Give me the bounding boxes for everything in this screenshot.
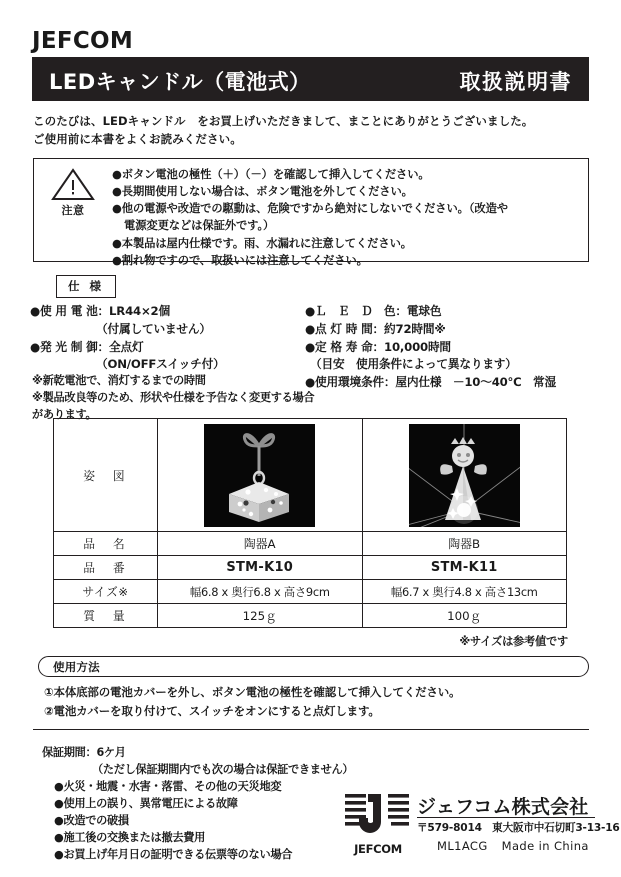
warranty-exclusion: ●火災・地震・水害・落雷、その他の天災地変 <box>54 780 282 794</box>
section-divider <box>33 729 589 730</box>
spec-footnote: ※新乾電池で、消灯するまでの時間 <box>32 374 206 387</box>
caution-item: ●本製品は屋内仕様です。雨、水漏れに注意してください。 <box>112 236 412 250</box>
cell-name-a: 陶器A <box>158 532 363 556</box>
usage-step: ①本体底部の電池カバーを外し、ボタン電池の極性を確認して挿入してください。 <box>44 685 461 699</box>
product-spec-table <box>53 418 567 628</box>
row-label-size: サイズ※ <box>54 580 158 604</box>
lantern-candle-photo <box>204 424 315 527</box>
caution-item: ●割れ物ですので、取扱いには注意してください。 <box>112 253 368 267</box>
warranty-exclusion: ●改造での破損 <box>54 814 129 828</box>
table-row <box>54 419 567 532</box>
row-label-weight: 質 量 <box>54 604 158 628</box>
row-label-model: 品 番 <box>54 556 158 580</box>
cell-weight-a: 125ｇ <box>158 604 363 628</box>
row-label-appearance: 姿 図 <box>54 419 158 532</box>
caution-item: ●ボタン電池の極性（＋）（－）を確認して挿入してください。 <box>112 168 430 181</box>
usage-step-list <box>44 683 594 720</box>
warranty-block <box>42 744 362 863</box>
company-name-underline <box>417 817 595 818</box>
warranty-exclusion: ●施工後の交換または撤去費用 <box>54 831 206 845</box>
spec-item-note: （ON/OFFスイッチ付） <box>96 357 225 372</box>
intro-line-1: このたびは、LEDキャンドル をお買上げいただきまして、まことにありがとうございました。 <box>33 114 534 128</box>
origin-label: Made in China <box>501 839 589 853</box>
caution-item-continued: 電源変更などは保証外です。） <box>124 219 275 233</box>
spec-section-tag: 仕 様 <box>56 275 116 298</box>
intro-line-2: ご使用前に本書をよくお読みください。 <box>33 131 242 146</box>
table-row <box>54 532 567 556</box>
spec-item: ●Ｌ Ｅ Ｄ 色：電球色 <box>305 304 442 318</box>
brand-name: JEFCOM <box>32 28 134 54</box>
caution-item: ●他の電源や改造での駆動は、危険ですから絶対にしないでください。（改造や <box>112 202 509 216</box>
caution-label: 注意 <box>61 204 85 217</box>
document-type: 取扱説明書 <box>459 70 572 94</box>
warranty-exclusion: ●使用上の誤り、異常電圧による故障 <box>54 797 238 811</box>
company-address: 〒579-8014 東大阪市中石切町3-13-16 <box>417 822 620 834</box>
usage-heading-pill <box>38 656 589 677</box>
table-row <box>54 604 567 628</box>
row-label-name: 品 名 <box>54 532 158 556</box>
intro-paragraph <box>33 113 593 149</box>
company-name: ジェフコム株式会社 <box>417 796 589 818</box>
cell-model-b: STM-K11 <box>362 556 567 580</box>
spec-item: ●使 用 電 池：LR44×2個 <box>30 304 170 318</box>
angel-candle-illustration <box>409 424 520 527</box>
caution-item-list <box>112 166 582 269</box>
warranty-period: 保証期間：6ケ月 <box>42 746 126 759</box>
caution-icon-group <box>42 167 104 218</box>
product-photo-cell-b <box>362 419 567 532</box>
cell-model-a: STM-K10 <box>158 556 363 580</box>
title-bar <box>32 57 589 101</box>
caution-item: ●長期間使用しない場合は、ボタン電池を外してください。 <box>112 185 413 199</box>
spec-item: ●使用環境条件：屋内仕様 －10〜40℃ 常湿 <box>305 375 556 390</box>
usage-heading-label: 使用方法 <box>53 660 100 674</box>
spec-item: ●定 格 寿 命：10,000時間 <box>305 339 451 354</box>
table-row <box>54 556 567 580</box>
size-reference-note: ※サイズは参考値です <box>459 635 568 648</box>
warranty-exclusion: ●お買上げ年月日の証明できる伝票等のない場合 <box>54 848 293 862</box>
warning-triangle-icon <box>51 167 95 201</box>
product-title: LEDキャンドル（電池式） <box>49 70 311 94</box>
angel-candle-photo <box>409 424 520 527</box>
spec-item: ●発 光 制 御：全点灯 <box>30 339 144 354</box>
logo-wordmark: JEFCOM <box>354 842 402 856</box>
table-row <box>54 580 567 604</box>
warranty-condition: （ただし保証期間内でも次の場合は保証できません） <box>92 763 354 777</box>
document-code-line <box>437 839 589 853</box>
spec-footnote: ※製品改良等のため、形状や仕様を予告なく変更する場合があります。 <box>32 390 315 421</box>
cell-weight-b: 100ｇ <box>362 604 567 628</box>
company-footer <box>345 792 620 864</box>
document-code: ML1ACG <box>437 839 488 853</box>
spec-item-note: （付属していません） <box>96 321 211 336</box>
cell-name-b: 陶器B <box>362 532 567 556</box>
usage-step: ②電池カバーを取り付けて、スイッチをオンにすると点灯します。 <box>44 703 380 718</box>
spec-left-column <box>30 303 310 374</box>
spec-right-column <box>305 303 605 392</box>
cell-size-b: 幅6.7 x 奥行4.8 x 高さ13cm <box>362 580 567 604</box>
spec-item-note: （目安 使用条件によって異なります） <box>310 357 517 372</box>
spec-footnotes <box>32 373 322 423</box>
cell-size-a: 幅6.8 x 奥行6.8 x 高さ9cm <box>158 580 363 604</box>
spec-item: ●点 灯 時 間：約72時間※ <box>305 321 446 336</box>
lantern-candle-illustration <box>204 424 315 527</box>
caution-box <box>33 158 589 267</box>
product-photo-cell-a <box>158 419 363 532</box>
